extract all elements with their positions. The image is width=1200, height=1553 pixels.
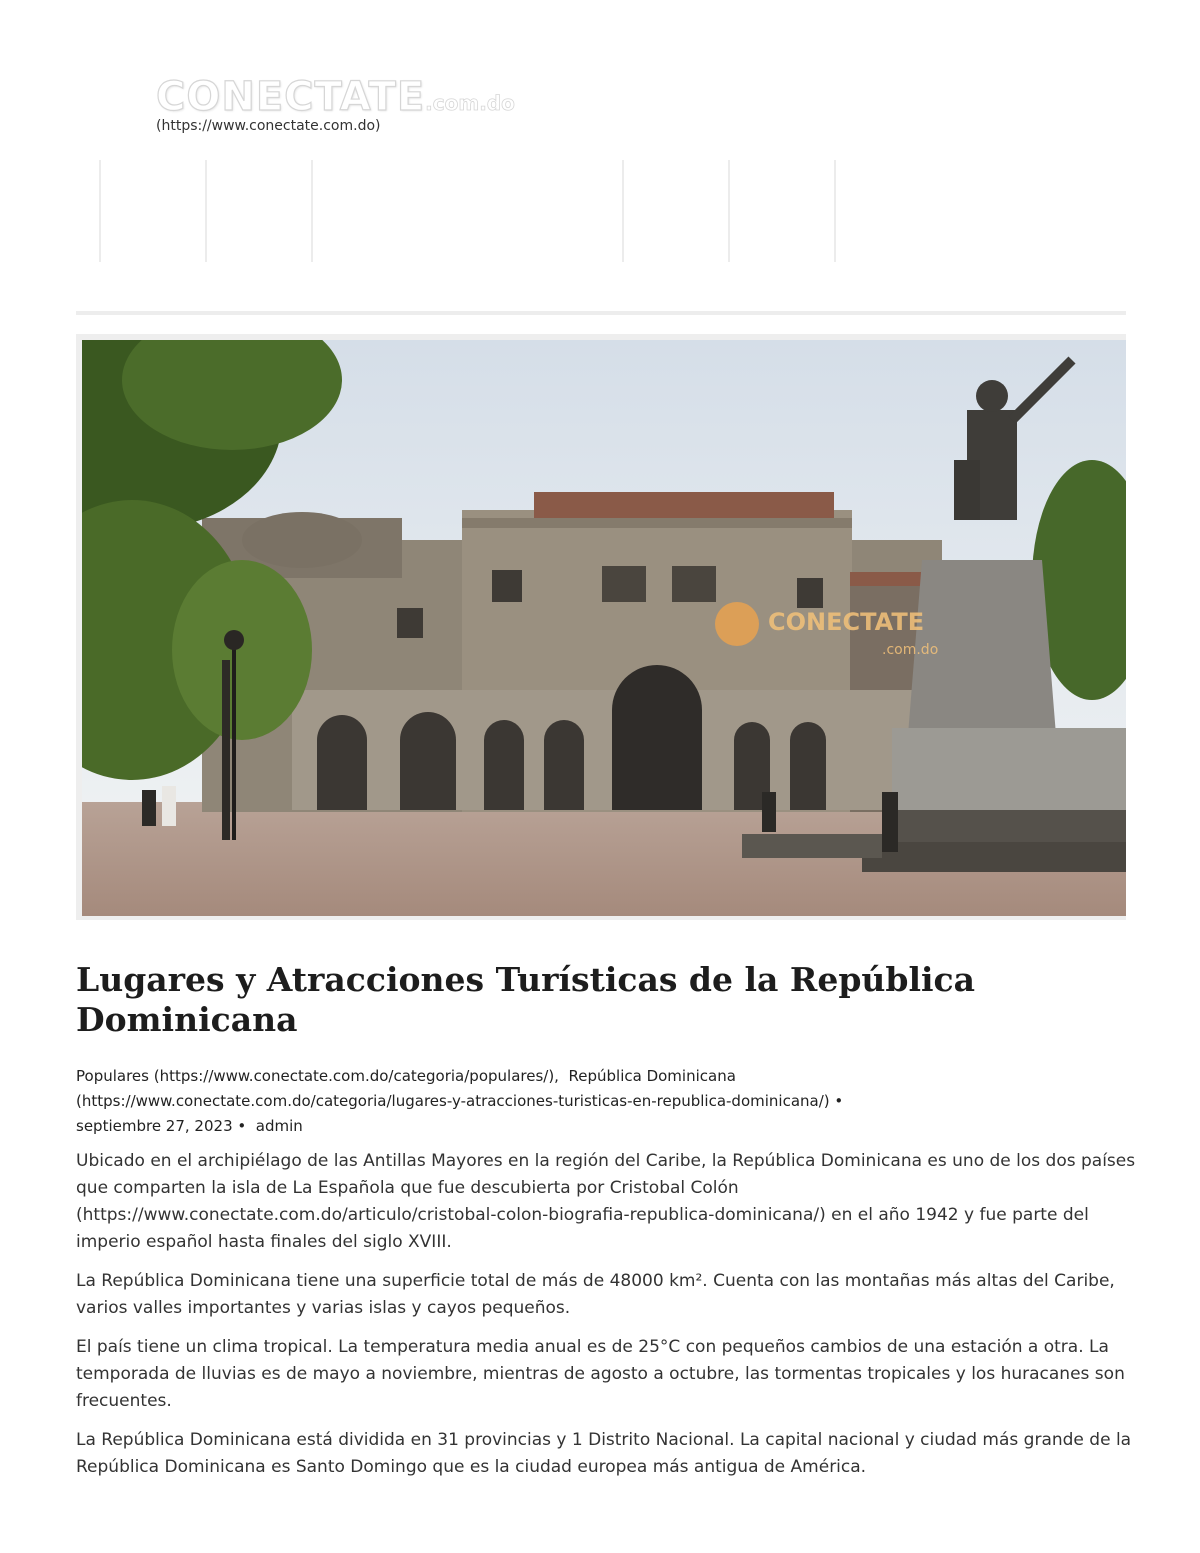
meta-separator: • [834, 1092, 844, 1110]
image-watermark-domain: .com.do [882, 642, 939, 658]
category-url: (https://www.conectate.com.do/categoria/lugares-y-atracciones-turisticas-en-republica-dominicana/) [76, 1092, 830, 1110]
article-paragraph: Ubicado en el archipiélago de las Antillas Mayores en la región del Caribe, la República Dominicana es uno de los dos países que comparten la isla de La Española que fue descubierta por Cristobal Colón (https://www.conectate.com.do/articulo/cristobal-colon-biografia-republica-dominicana/) en el año 1942 y fue parte del imperio español hasta finales del siglo XVIII. [76, 1151, 1136, 1252]
nav-divider [728, 160, 730, 262]
header-separator [76, 311, 1126, 315]
publish-date: septiembre 27, 2023 [76, 1117, 233, 1135]
article-paragraph: La República Dominicana tiene una superficie total de más de 48000 km². Cuenta con las montañas más altas del Caribe, varios valles importantes y varias islas y cayos pequeños. [76, 1271, 1115, 1318]
category-label: Populares [76, 1067, 149, 1085]
article-meta [76, 1064, 1136, 1139]
logo-domain: .com.do [425, 91, 515, 115]
nav-divider [622, 160, 624, 262]
nav-divider [311, 160, 313, 262]
nav-divider [205, 160, 207, 262]
category-label: República Dominicana [568, 1067, 736, 1085]
article-paragraph: La República Dominicana está dividida en 31 provincias y 1 Distrito Nacional. La capital nacional y ciudad más grande de la República Dominicana es Santo Domingo que es la ciudad europea más antigua de América. [76, 1430, 1132, 1477]
logo-url-link[interactable]: (https://www.conectate.com.do) [156, 118, 381, 134]
nav-divider [834, 160, 836, 262]
author-link[interactable]: admin [255, 1117, 303, 1135]
category-url: (https://www.conectate.com.do/categoria/populares/), [153, 1067, 559, 1085]
site-logo[interactable] [156, 74, 515, 118]
image-watermark: CONECTATE [768, 608, 925, 636]
meta-separator: • [237, 1117, 247, 1135]
category-link-populares[interactable] [76, 1067, 559, 1085]
featured-image [76, 334, 1126, 920]
nav-divider [99, 160, 101, 262]
article-title: Lugares y Atracciones Turísticas de la República Dominicana [76, 960, 976, 1039]
logo-wordmark: CONECTATE [156, 74, 426, 120]
article-paragraph: El país tiene un clima tropical. La temperatura media anual es de 25°C con pequeños cambios de una estación a otra. La temporada de lluvias es de mayo a noviembre, mientras de agosto a octubre, las tormentas tropicales y los huracanes son frecuentes. [76, 1337, 1125, 1411]
article-body [76, 1148, 1136, 1493]
